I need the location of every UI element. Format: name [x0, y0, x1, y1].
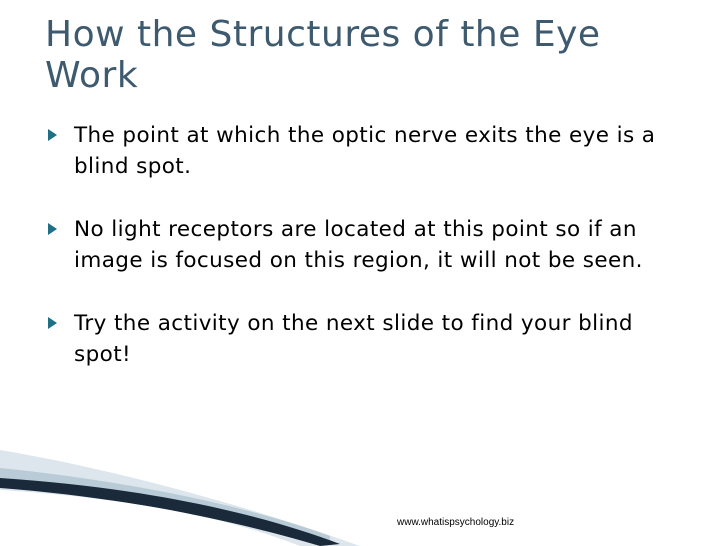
- bullet-text: The point at which the optic nerve exits the eye is a blind spot.: [74, 123, 656, 179]
- triangle-bullet-icon: [48, 223, 57, 235]
- footer-url: www.whatispsychology.biz: [397, 517, 515, 528]
- slide-title: How the Structures of the Eye Work: [45, 14, 601, 96]
- triangle-bullet-icon: [48, 317, 57, 329]
- bullet-text: No light receptors are located at this point so if an image is focused on this region, it will not be seen.: [74, 217, 643, 273]
- bullet-item: [46, 120, 686, 182]
- bullet-text: Try the activity on the next slide to find your blind spot!: [74, 311, 633, 367]
- decorative-swoosh: [0, 440, 728, 546]
- bullet-list: [46, 120, 686, 370]
- bullet-item: [46, 308, 686, 370]
- bullet-item: [46, 214, 686, 276]
- triangle-bullet-icon: [48, 129, 57, 141]
